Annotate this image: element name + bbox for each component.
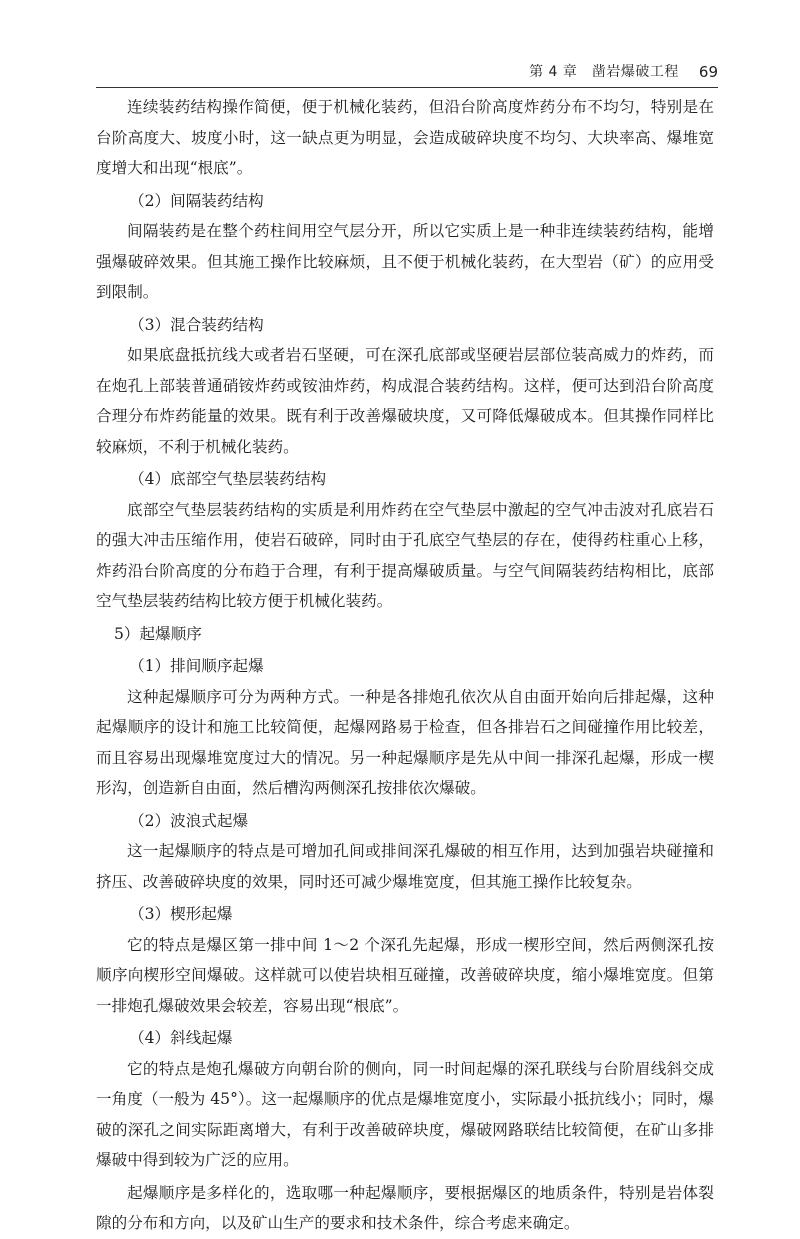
running-header — [96, 60, 718, 88]
paragraph-continuation: 连续装药结构操作简便，便于机械化装药，但沿台阶高度炸药分布不均匀，特别是在台阶高度大、坡度小时，这一缺点更为明显，会造成破碎块度不均匀、大块率高、爆堆宽度增大和出现“根底”。 — [96, 98, 714, 177]
section-heading-spaced-charge: （2）间隔装药结构 — [129, 191, 264, 210]
page-number: 69 — [698, 63, 718, 81]
section-heading-initiation-sequence: 5）起爆顺序 — [114, 624, 202, 643]
section-heading-wedge-initiation: （3）楔形起爆 — [129, 905, 233, 923]
paragraph-diagonal-initiation: 它的特点是炮孔爆破方向朝台阶的侧向，同一时间起爆的深孔联线与台阶眉线斜交成一角度（一般为 45°）。这一起爆顺序的优点是爆堆宽度小，实际最小抵抗线小；同时，爆破的深孔之间实际距离增大，有利于改善破碎块度，爆破网路联结比较简便，在矿山多排爆破中得到较为广泛的应用。 — [96, 1059, 714, 1169]
paragraph-conclusion: 起爆顺序是多样化的，选取哪一种起爆顺序，要根据爆区的地质条件，特别是岩体裂隙的分布和方向，以及矿山生产的要求和技术条件，综合考虑来确定。 — [96, 1183, 714, 1232]
paragraph-air-cushion: 底部空气垫层装药结构的实质是利用炸药在空气垫层中激起的空气冲击波对孔底岩石的强大冲击压缩作用，使岩石破碎，同时由于孔底空气垫层的存在，使得药柱重心上移，炸药沿台阶高度的分布趋于合理，有利于提高爆破质量。与空气间隔装药结构相比，底部空气垫层装药结构比较方便于机械化装药。 — [96, 500, 714, 610]
section-heading-row-sequence: （1）排间顺序起爆 — [129, 657, 264, 675]
chapter-title: 第 4 章 凿岩爆破工程 — [529, 64, 679, 80]
section-heading-air-cushion: （4）底部空气垫层装药结构 — [129, 470, 327, 488]
paragraph-row-sequence: 这种起爆顺序可分为两种方式。一种是各排炮孔依次从自由面开始向后排起爆，这种起爆顺序的设计和施工比较简便，起爆网路易于检查，但各排岩石之间碰撞作用比较差，而且容易出现爆堆宽度过大的情况。另一种起爆顺序是先从中间一排深孔起爆，形成一楔形沟，创造新自由面，然后槽沟两侧深孔按排依次爆破。 — [96, 687, 714, 797]
paragraph-mixed-charge: 如果底盘抵抗线大或者岩石坚硬，可在深孔底部或坚硬岩层部位装高威力的炸药，而在炮孔上部装普通硝铵炸药或铵油炸药，构成混合装药结构。这样，便可达到沿台阶高度合理分布炸药能量的效果。既有利于改善爆破块度，又可降低爆破成本。但其操作同样比较麻烦，不利于机械化装药。 — [96, 346, 714, 456]
paragraph-wedge-initiation: 它的特点是爆区第一排中间 1～2 个深孔先起爆，形成一楔形空间，然后两侧深孔按顺序向楔形空间爆破。这样就可以使岩块相互碰撞，改善破碎块度，缩小爆堆宽度。但第一排炮孔爆破效果会较差，容易出现“根底”。 — [96, 935, 714, 1015]
section-heading-diagonal-initiation: （4）斜线起爆 — [129, 1029, 233, 1047]
body-text — [96, 92, 714, 1239]
paragraph-spaced-charge: 间隔装药是在整个药柱间用空气层分开，所以它实质上是一种非连续装药结构，能增强爆破碎效果。但其施工操作比较麻烦，且不便于机械化装药，在大型岩（矿）的应用受到限制。 — [96, 222, 714, 301]
section-heading-mixed-charge: （3）混合装药结构 — [129, 315, 264, 334]
paragraph-wave-initiation: 这一起爆顺序的特点是可增加孔间或排间深孔爆破的相互作用，达到加强岩块碰撞和挤压、改善破碎块度的效果，同时还可减少爆堆宽度，但其施工操作比较复杂。 — [96, 842, 714, 891]
section-heading-wave-initiation: （2）波浪式起爆 — [129, 811, 249, 830]
